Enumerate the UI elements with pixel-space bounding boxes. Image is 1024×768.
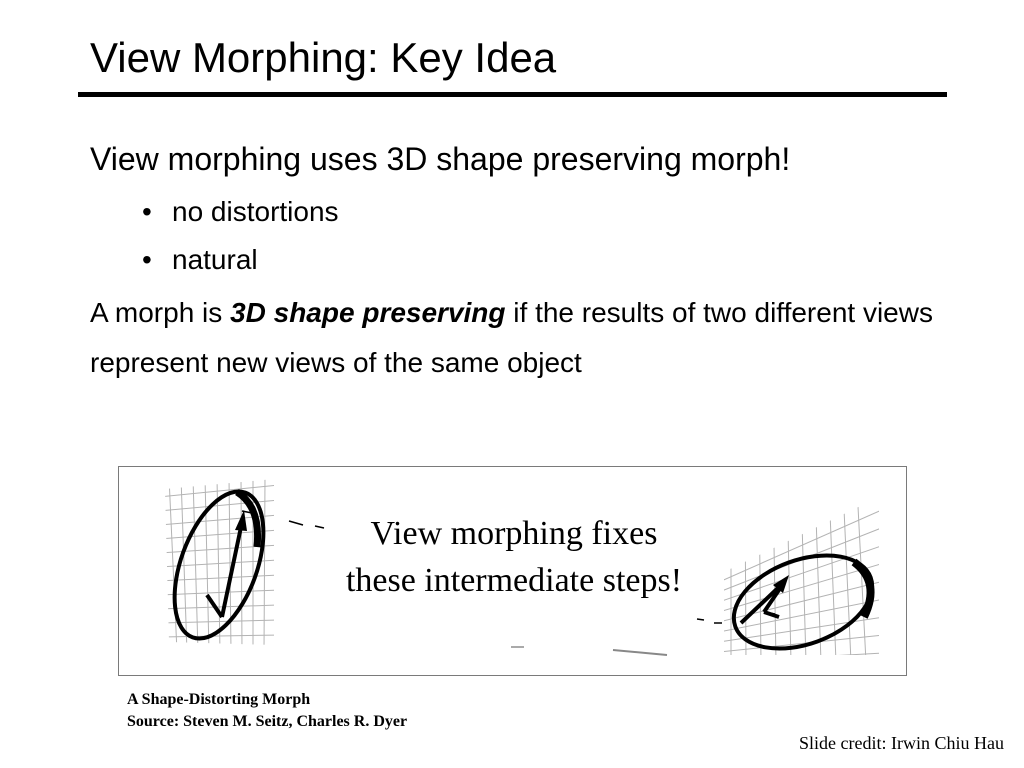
slide-credit: Slide credit: Irwin Chiu Hau <box>799 733 1004 753</box>
bullet-marker: • <box>142 196 152 227</box>
bullet-item <box>90 194 950 230</box>
figure-credit <box>127 689 407 733</box>
slide-title: View Morphing: Key Idea <box>90 34 557 81</box>
left-clock-short-hand <box>207 595 222 617</box>
figure-credit-source: Source: Steven M. Seitz, Charles R. Dyer <box>127 713 408 730</box>
definition-prefix: A morph is <box>90 297 231 328</box>
right-grid <box>719 487 884 662</box>
slide-body <box>90 138 950 388</box>
bullet-text: no distortions <box>172 196 339 227</box>
definition-suffix: if the results of two different views represent new views of the same object <box>90 297 933 378</box>
figure-caption: View morphing fixes these intermediate steps! <box>345 515 683 599</box>
figure-credit-title: A Shape-Distorting Morph <box>127 691 311 708</box>
bullet-list <box>90 194 950 278</box>
title-underline <box>78 92 947 97</box>
definition-emphasis: 3D shape preserving <box>230 297 506 328</box>
left-clock-long-hand <box>222 527 241 617</box>
intro-paragraph: View morphing uses 3D shape preserving morph! <box>90 141 791 177</box>
bullet-marker: • <box>142 244 152 275</box>
morph-figure <box>118 466 907 676</box>
bullet-item <box>90 242 950 278</box>
bullet-text: natural <box>172 244 258 275</box>
definition-paragraph <box>90 288 950 388</box>
